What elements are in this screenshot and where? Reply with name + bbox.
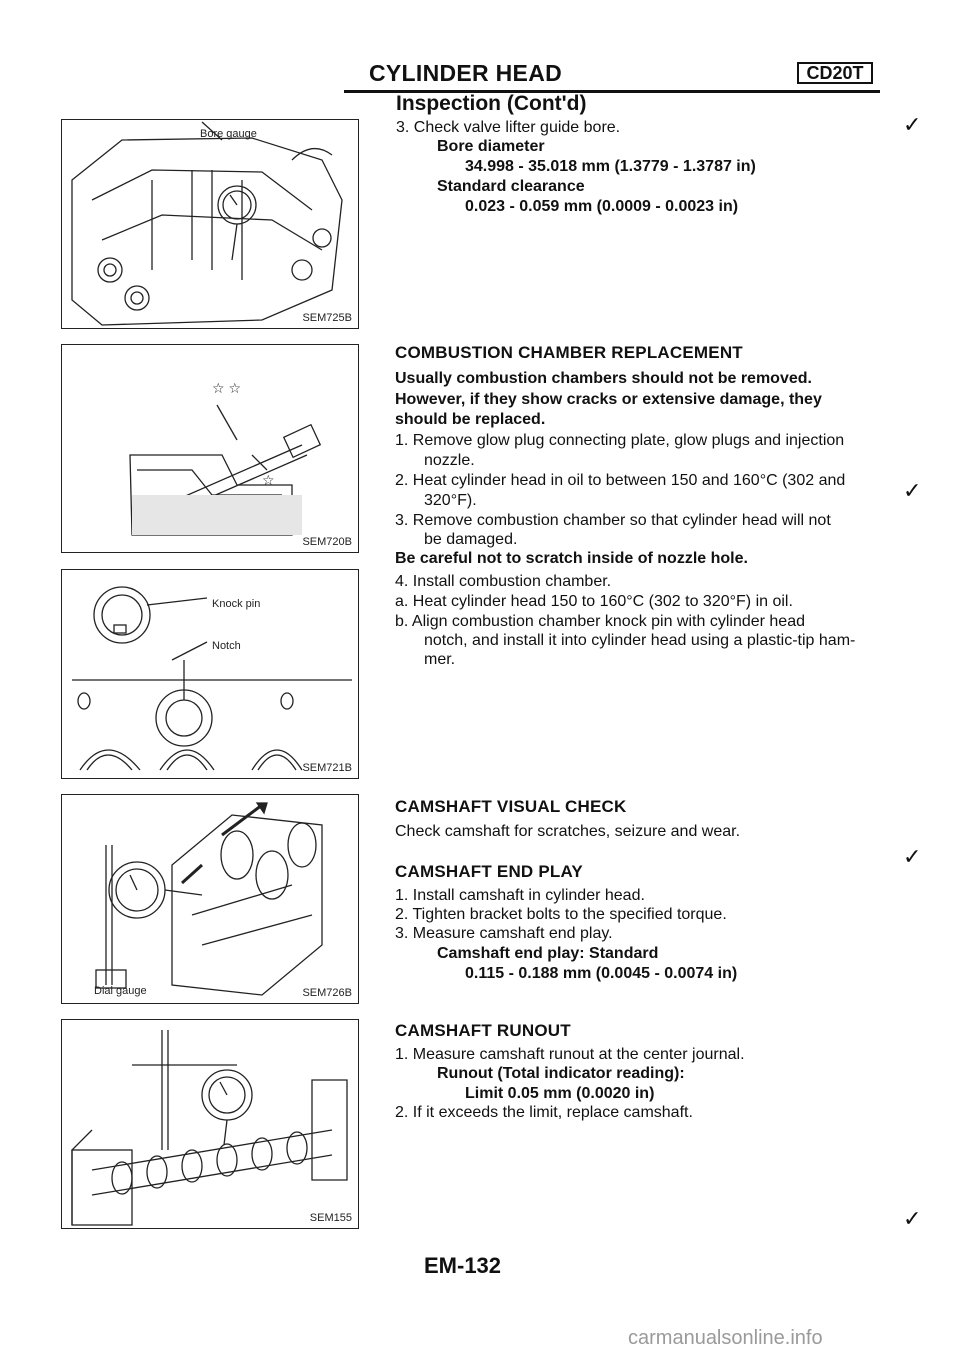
svg-text:☆: ☆ [262, 472, 275, 488]
chamber-removal-illustration [62, 345, 358, 551]
combustion-step: 2. Heat cylinder head in oil to between 150 and 160°C (302 and [395, 472, 846, 489]
combustion-step: b. Align combustion chamber knock pin with cylinder head [395, 613, 805, 630]
watermark: carmanualsonline.info [628, 1327, 823, 1349]
figure-code: SEM155 [309, 1212, 352, 1224]
check-mark-icon: ✓ [903, 1206, 922, 1231]
camshaft-runout-illustration [62, 1020, 358, 1227]
runout-heading: CAMSHAFT RUNOUT [395, 1021, 571, 1040]
figure-knock-pin [61, 569, 359, 779]
engine-badge: CD20T [797, 62, 873, 84]
figure-code: SEM726B [302, 987, 352, 999]
combustion-line: should be replaced. [395, 411, 546, 428]
figure-bore-gauge [61, 119, 359, 329]
page-number: EM-132 [424, 1253, 502, 1278]
figure-end-play [61, 794, 359, 1004]
standard-clearance-value: 0.023 - 0.059 mm (0.0009 - 0.0023 in) [465, 198, 739, 215]
visual-check-heading: CAMSHAFT VISUAL CHECK [395, 797, 627, 816]
end-play-step: 1. Install camshaft in cylinder head. [395, 887, 645, 904]
runout-step: 1. Measure camshaft runout at the center journal. [395, 1046, 745, 1063]
end-play-spec-label: Camshaft end play: Standard [437, 945, 659, 962]
figure-runout [61, 1019, 359, 1229]
combustion-step: a. Heat cylinder head 150 to 160°C (302 to 320°F) in oil. [395, 593, 793, 610]
standard-clearance-label: Standard clearance [437, 178, 585, 195]
check-mark-icon: ✓ [903, 478, 922, 503]
figure-code: SEM720B [302, 536, 352, 548]
figure-label-knock-pin: Knock pin [212, 598, 261, 610]
runout-spec-label: Runout (Total indicator reading): [437, 1065, 685, 1082]
figure-label: Bore gauge [200, 128, 257, 140]
combustion-step: 1. Remove glow plug connecting plate, glow plugs and injection [395, 432, 845, 449]
combustion-step-cont: notch, and install it into cylinder head using a plastic-tip ham- [424, 632, 856, 649]
end-play-step: 2. Tighten bracket bolts to the specified torque. [395, 906, 727, 923]
visual-check-text: Check camshaft for scratches, seizure and wear. [395, 823, 741, 840]
combustion-caution: Be careful not to scratch inside of nozzle hole. [395, 550, 748, 567]
combustion-heading: COMBUSTION CHAMBER REPLACEMENT [395, 343, 743, 362]
svg-text:☆ ☆: ☆ ☆ [212, 380, 241, 396]
section-subtitle: Inspection (Cont'd) [396, 92, 587, 115]
runout-step: 2. If it exceeds the limit, replace camshaft. [395, 1104, 693, 1121]
page-title: CYLINDER HEAD [369, 60, 563, 86]
figure-code: SEM725B [302, 312, 352, 324]
combustion-step-cont: be damaged. [424, 531, 518, 548]
camshaft-end-play-illustration [62, 795, 358, 1002]
end-play-step: 3. Measure camshaft end play. [395, 925, 613, 942]
combustion-step: 4. Install combustion chamber. [395, 573, 612, 590]
engine-head-illustration [62, 120, 358, 327]
figure-code: SEM721B [302, 762, 352, 774]
runout-spec-limit: Limit 0.05 mm (0.0020 in) [465, 1085, 655, 1102]
knock-pin-illustration [62, 570, 358, 777]
check-mark-icon: ✓ [903, 112, 922, 137]
check-mark-icon: ✓ [903, 844, 922, 869]
combustion-step-cont: mer. [424, 651, 456, 668]
figure-label-notch: Notch [212, 640, 241, 652]
bore-diameter-value: 34.998 - 35.018 mm (1.3779 - 1.3787 in) [465, 158, 756, 175]
end-play-heading: CAMSHAFT END PLAY [395, 862, 583, 881]
combustion-step-cont: nozzle. [424, 452, 475, 469]
bore-diameter-label: Bore diameter [437, 138, 545, 155]
combustion-line: However, if they show cracks or extensive damage, they [395, 391, 822, 408]
combustion-step-cont: 320°F). [424, 492, 477, 509]
figure-label-dial-gauge: Dial gauge [94, 985, 147, 997]
combustion-line: Usually combustion chambers should not be removed. [395, 370, 812, 387]
end-play-spec-value: 0.115 - 0.188 mm (0.0045 - 0.0074 in) [465, 965, 738, 982]
combustion-step: 3. Remove combustion chamber so that cylinder head will not [395, 512, 831, 529]
valve-lifter-step: 3. Check valve lifter guide bore. [396, 119, 621, 136]
figure-chamber-removal [61, 344, 359, 553]
